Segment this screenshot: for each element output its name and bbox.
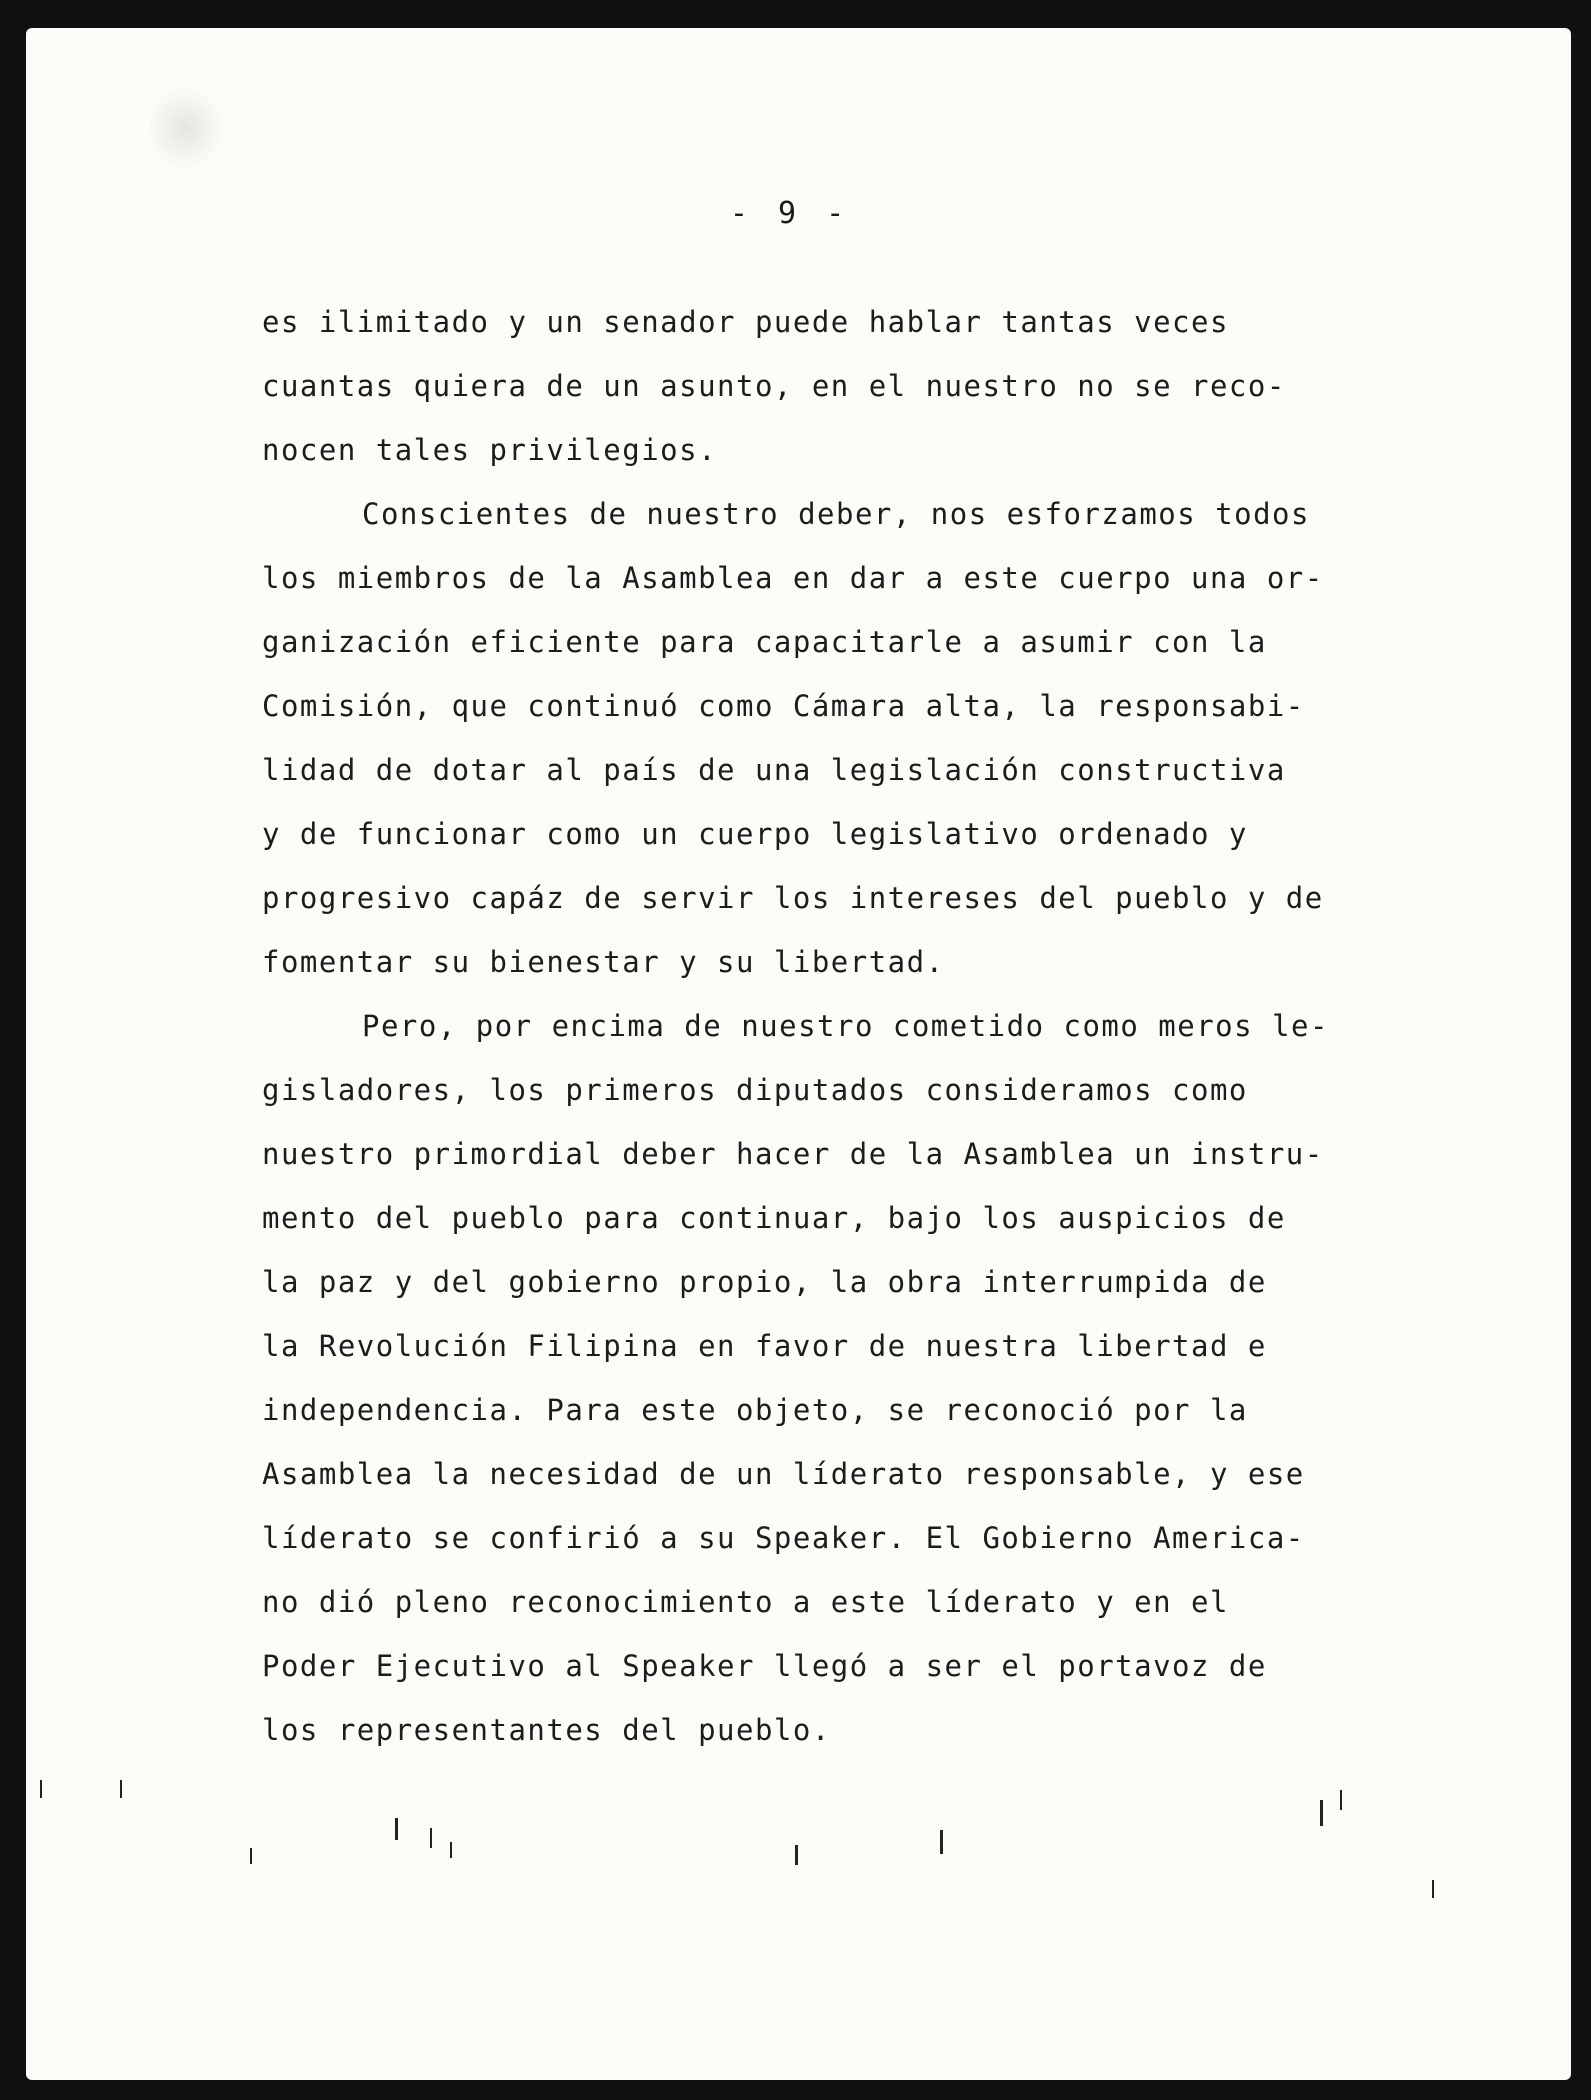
text-line: nuestro primordial deber hacer de la Asamblea un instru- (262, 1137, 1324, 1171)
text-line: no dió pleno reconocimiento a este líderato y en el (262, 1585, 1229, 1619)
text-line: mento del pueblo para continuar, bajo los auspicios de (262, 1201, 1286, 1235)
text-line: la Revolución Filipina en favor de nuestra libertad e (262, 1329, 1267, 1363)
scan-speck (940, 1830, 943, 1854)
text-line: cuantas quiera de un asunto, en el nuestro no se reco- (262, 369, 1286, 403)
text-line: Comisión, que continuó como Cámara alta, la responsabi- (262, 689, 1305, 723)
document-body (262, 290, 1392, 1762)
scan-speck (1320, 1800, 1323, 1826)
text-line: gisladores, los primeros diputados consideramos como (262, 1073, 1248, 1107)
text-line: Asamblea la necesidad de un líderato responsable, y ese (262, 1457, 1305, 1491)
text-line: líderato se confirió a su Speaker. El Gobierno America- (262, 1521, 1305, 1555)
text-line: los representantes del pueblo. (262, 1713, 831, 1747)
text-line: la paz y del gobierno propio, la obra interrumpida de (262, 1265, 1267, 1299)
paragraph-start-line: Pero, por encima de nuestro cometido como meros le- (362, 1009, 1329, 1043)
paragraph-start-line: Conscientes de nuestro deber, nos esforzamos todos (362, 497, 1310, 531)
scan-smudge (150, 88, 220, 168)
scan-speck (450, 1842, 452, 1858)
scan-speck (395, 1818, 398, 1840)
scan-speck (40, 1780, 42, 1798)
scan-speck (430, 1828, 432, 1848)
text-line: y de funcionar como un cuerpo legislativo ordenado y (262, 817, 1248, 851)
text-line: progresivo capáz de servir los intereses del pueblo y de (262, 881, 1324, 915)
text-line: es ilimitado y un senador puede hablar tantas veces (262, 305, 1229, 339)
scan-speck (250, 1848, 252, 1864)
scan-speck (120, 1780, 122, 1798)
text-line: Poder Ejecutivo al Speaker llegó a ser el portavoz de (262, 1649, 1267, 1683)
text-line: ganización eficiente para capacitarle a asumir con la (262, 625, 1267, 659)
text-line: fomentar su bienestar y su libertad. (262, 945, 945, 979)
scan-speck (1432, 1880, 1434, 1898)
text-line: los miembros de la Asamblea en dar a este cuerpo una or- (262, 561, 1324, 595)
text-line: independencia. Para este objeto, se reconoció por la (262, 1393, 1248, 1427)
text-line: nocen tales privilegios. (262, 433, 718, 467)
page-number: - 9 - (729, 196, 851, 231)
scan-speck (1340, 1790, 1342, 1810)
text-line: lidad de dotar al país de una legislación constructiva (262, 753, 1286, 787)
scan-speck (795, 1845, 798, 1865)
